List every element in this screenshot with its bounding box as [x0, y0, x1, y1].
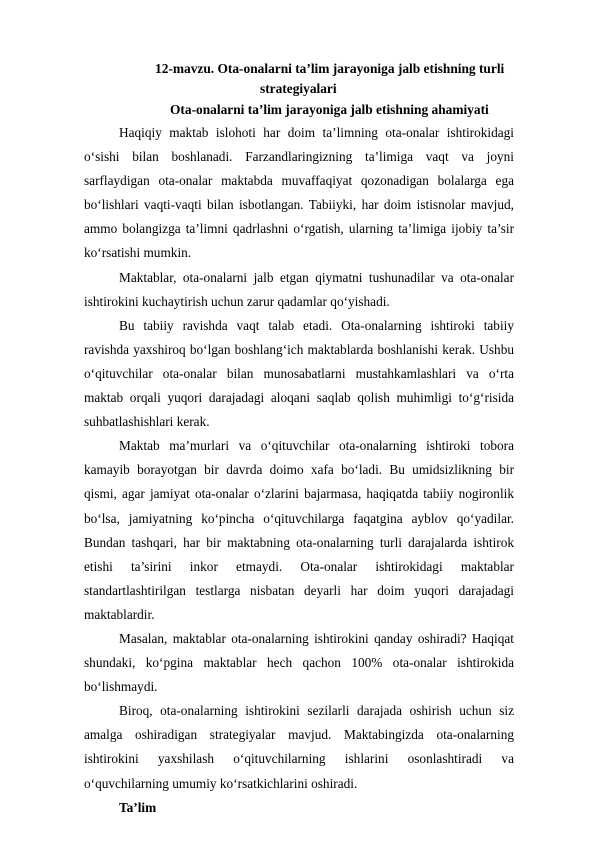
paragraph-3: Bu tabiiy ravishda vaqt talab etadi. Ota-onalarning ishtiroki tabiiy ravishda yaxshiroq bo‘lgan boshlang‘ich maktablarda boshlanishi kerak. Ushbu o‘qituvchilar ota-onalar bilan munosabatlarni mustahkamlashlari va o‘rta maktab orqali yuqori darajadagi aloqani saqlab qolish muhimligi to‘g‘risida suhbatlashishlari kerak.: [84, 317, 514, 430]
subsection-heading: Ta’lim: [119, 799, 157, 815]
document-title-line-1: 12-mavzu. Ota-onalarni ta’lim jarayoniga jalb etishning turli: [155, 61, 505, 76]
paragraph-4: Maktab ma’murlari va o‘qituvchilar ota-onalarning ishtiroki tobora kamayib borayotgan bir davrda doimo xafa bo‘ladi. Bu umidsizlikning bir qismi, agar jamiyat ota-onalar o‘zlarini bajarmasa, haqiqatda tabiiy nogironlik bo‘lsa, jamiyatning ko‘pincha o‘qituvchilarga faqatgina ayblov qo‘yadilar. Bundan tashqari, har bir maktabning ota-onalarning turli darajalarda ishtirok etishi ta’sirini inkor etmaydi. Ota-onalar ishtirokidagi maktablar standartlashtirilgan testlarga nisbatan deyarli har doim yuqori darajadagi maktablardir.: [84, 438, 514, 622]
section-heading: Ota-onalarni ta’lim jarayoniga jalb etishning ahamiyati: [170, 102, 489, 117]
paragraph-5: Masalan, maktablar ota-onalarning ishtirokini qanday oshiradi? Haqiqat shundaki, ko‘pgina maktablar hech qachon 100% ota-onalar ishtirokida bo‘lishmaydi.: [84, 630, 514, 695]
paragraph-2: Maktablar, ota-onalarni jalb etgan qiymatni tushunadilar va ota-onalar ishtirokini kuchaytirish uchun zarur qadamlar qo‘yishadi.: [84, 269, 514, 309]
paragraph-6: Biroq, ota-onalarning ishtirokini sezilarli darajada oshirish uchun siz amalga oshiradigan strategiyalar mavjud. Maktabingizda ota-onalarning ishtirokini yaxshilash o‘qituvchilarning ishlarini osonlashtiradi va o‘quvchilarning umumiy ko‘rsatkichlarini oshiradi.: [84, 703, 514, 791]
paragraph-1: Haqiqiy maktab islohoti har doim ta’limning ota-onalar ishtirokidagi o‘sishi bilan boshlanadi. Farzandlaringizning ta’limiga vaqt va joyni sarflaydigan ota-onalar maktabda muvaffaqiyat qozonadigan bolalarga ega bo‘lishlari vaqti-vaqti bilan isbotlangan. Tabiiyki, har doim istisnolar mavjud, ammo bolangizga ta’limni qadrlashni o‘rgatish, ularning ta’limiga ijobiy ta’sir ko‘rsatishi mumkin.: [84, 125, 514, 261]
document-title-line-2: strategiyalari: [260, 81, 337, 96]
document-body: [84, 121, 514, 820]
